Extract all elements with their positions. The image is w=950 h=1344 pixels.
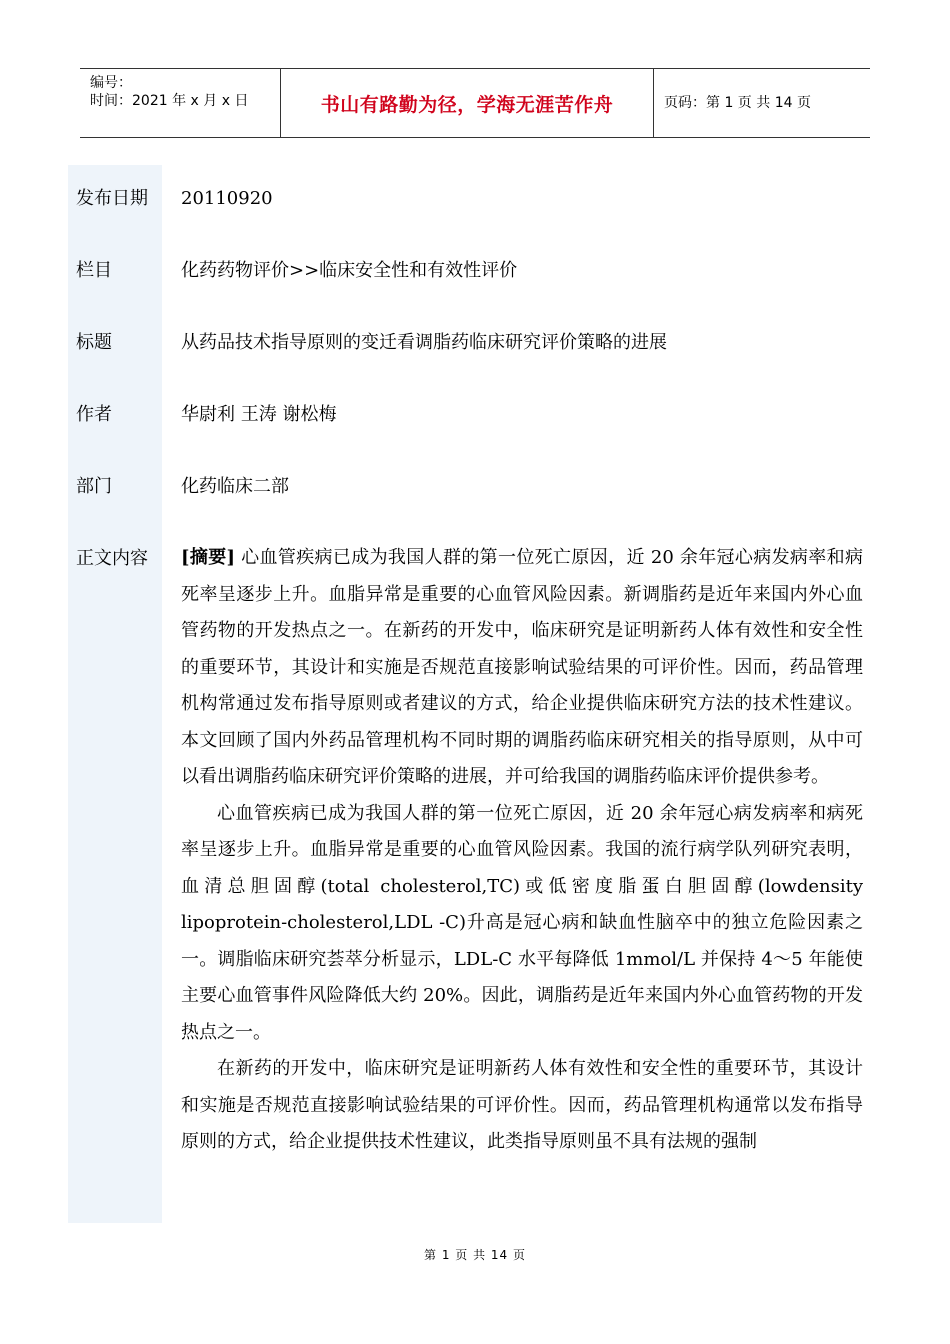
header-page-cell	[664, 69, 864, 137]
body-paragraph: 在新药的开发中，临床研究是证明新药人体有效性和安全性的重要环节，其设计和实施是否规范直接影响试验结果的可评价性。因而，药品管理机构通常以发布指导原则的方式，给企业提供技术性建议，此类指导原则虽不具有法规的强制	[181, 1058, 863, 1152]
author-label: 作者	[76, 404, 112, 425]
column-label: 栏目	[76, 260, 112, 281]
header-divider	[653, 69, 654, 137]
abstract-tag: [摘要]	[181, 547, 236, 568]
header-motto-cell	[281, 69, 653, 137]
publish-date-value: 20110920	[181, 188, 273, 209]
title-label: 标题	[76, 332, 112, 353]
publish-date-label: 发布日期	[76, 188, 148, 209]
author-value: 华尉利 王涛 谢松梅	[181, 404, 337, 425]
abstract-text: 心血管疾病已成为我国人群的第一位死亡原因，近 20 余年冠心病发病率和病死率呈逐步上升。血脂异常是重要的心血管风险因素。新调脂药是近年来国内外心血管药物的开发热点之一。在新药的开发中，临床研究是证明新药人体有效性和安全性的重要环节，其设计和实施是否规范直接影响试验结果的可评价性。因而，药品管理机构常通过发布指导原则或者建议的方式，给企业提供临床研究方法的技术性建议。本文回顾了国内外药品管理机构不同时期的调脂药临床研究相关的指导原则，从中可以看出调脂药临床研究评价策略的进展，并可给我国的调脂药临床评价提供参考。	[181, 547, 863, 787]
header-motto: 书山有路勤为径，学海无涯苦作舟	[320, 93, 614, 116]
label-column	[68, 165, 162, 1223]
column-value: 化药药物评价>>临床安全性和有效性评价	[181, 260, 518, 281]
department-label: 部门	[76, 476, 112, 497]
header-page-number: 页码：第 1 页 共 14 页	[664, 95, 811, 111]
header-table	[80, 68, 870, 138]
title-value: 从药品技术指导原则的变迁看调脂药临床研究评价策略的进展	[181, 332, 667, 353]
document-time-label: 时间：2021 年 x 月 x 日	[90, 93, 249, 109]
body-content	[181, 540, 863, 1161]
document-number-label: 编号：	[90, 75, 132, 91]
body-paragraph: 心血管疾病已成为我国人群的第一位死亡原因，近 20 余年冠心病发病率和病死率呈逐步上升。血脂异常是重要的心血管风险因素。我国的流行病学队列研究表明，血清总胆固醇(total cholesterol,TC)或低密度脂蛋白胆固醇(lowdensity lipoprotein-cholesterol,LDL -C)升高是冠心病和缺血性脑卒中的独立危险因素之一。调脂临床研究荟萃分析显示，LDL-C 水平每降低 1mmol/L 并保持 4～5 年能使主要心血管事件风险降低大约 20%。因此，调脂药是近年来国内外心血管药物的开发热点之一。	[181, 802, 863, 1043]
footer-page-number: 第 1 页 共 14 页	[424, 1248, 526, 1262]
header-info-cell	[80, 69, 280, 137]
abstract-paragraph	[181, 540, 863, 796]
department-value: 化药临床二部	[181, 476, 289, 497]
body-content-label: 正文内容	[76, 548, 148, 569]
